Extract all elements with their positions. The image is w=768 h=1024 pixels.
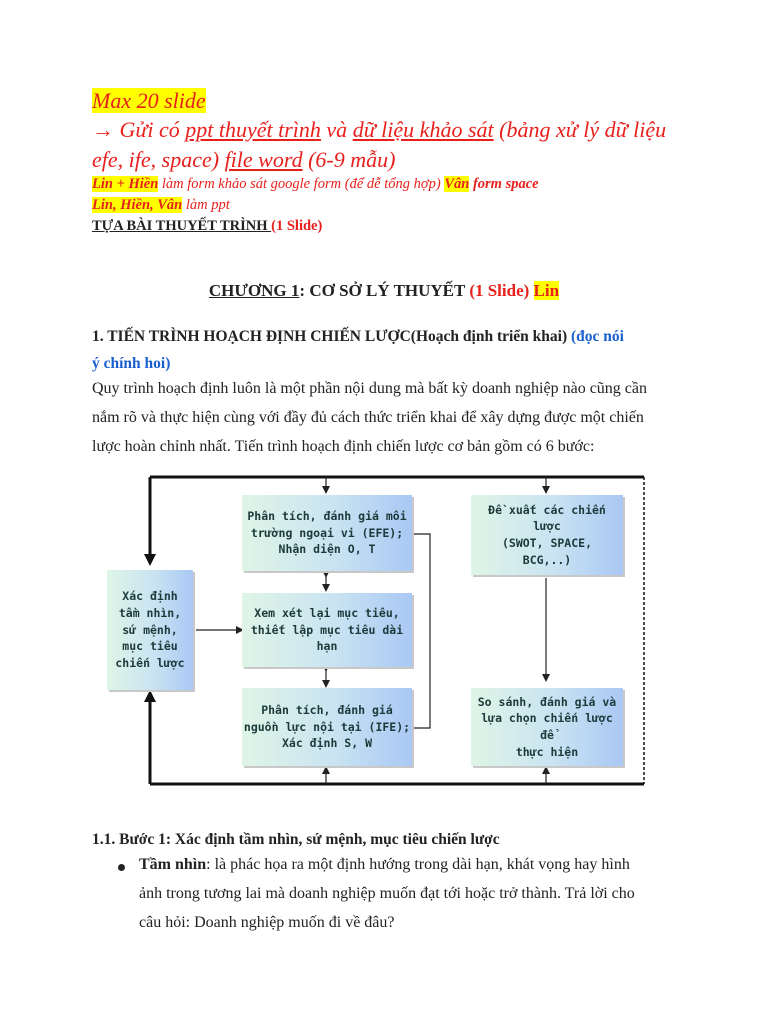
task1-text: làm form khảo sát google form (để dễ tổng hợp) [158,176,445,192]
box4-line2: nguồn lực nội tại (IFE); [243,719,411,734]
box5-line3: BCG,..) [522,552,572,567]
word-link[interactable]: file word [224,147,303,172]
send-line2-a: efe, ife, space) [92,147,225,172]
box1-line3: sứ mệnh, [122,622,178,637]
box-ife-analysis [242,688,412,766]
box1-line4: mục tiêu [122,639,178,654]
planning-process-diagram [104,474,660,792]
vision-line1-text: : là phác họa ra một định hướng trong dài hạn, khát vọng hay hình [206,856,630,873]
task2-names: Lin, Hiền, Vân [92,197,183,213]
task1-note [92,176,539,193]
box2-line1: Phân tích, đánh giá môi [247,508,407,523]
box-vision-mission [107,570,193,690]
box1-line1: Xác định [122,589,178,604]
section1-note-b: ý chính hoi) [92,355,171,372]
box-propose-strategies [471,495,623,575]
send-prefix: → Gửi có [92,117,186,142]
bullet-icon [118,864,125,871]
max-slide-note [92,88,206,114]
ppt-link[interactable]: ppt thuyết trình [185,117,321,142]
presentation-title-slide: (1 Slide) [271,218,323,234]
chapter-owner: Lin [533,281,560,300]
send-suffix: (bảng xử lý dữ liệu [493,117,667,142]
section1-para-line1: Quy trình hoạch định luôn là một phần nội dung mà bất kỳ doanh nghiệp nào cũng cần [92,380,647,397]
box4-line1: Phân tích, đánh giá [261,702,393,717]
max-slide-text: Max 20 slide [92,88,206,113]
task1-name2: Vân [444,176,470,192]
task2-text: làm ppt [182,197,230,213]
survey-link[interactable]: dữ liệu khảo sát [352,117,494,142]
section1-para-line2: nắm rõ và thực hiện cùng với đầy đủ cách thức triển khai để xây dựng được một chiến [92,409,644,426]
and-text: và [320,117,353,142]
vision-term: Tầm nhìn [139,856,207,873]
send-note-line1 [92,117,666,143]
chapter-slide-count: (1 Slide) [469,281,534,300]
box3-line2: thiết lập mục tiêu dài [250,622,404,637]
bracket-efe-ife [414,534,430,728]
box2-line3: Nhận diện O, T [278,542,376,557]
send-note-line2 [92,147,395,173]
box6-line2: lựa chọn chiến lược để [481,711,613,742]
box6-line1: So sánh, đánh giá và [477,694,617,709]
task2-note [92,197,230,214]
box4-line3: Xác định S, W [281,736,372,751]
step1-heading: 1.1. Bước 1: Xác định tầm nhìn, sứ mệnh, mục tiêu chiến lược [92,831,500,848]
box2-line2: trường ngoại vi (EFE); [250,525,404,540]
box5-line2: (SWOT, SPACE, [501,536,592,550]
presentation-title-label: TỰA BÀI THUYẾT TRÌNH [92,218,272,234]
step1-vision-line2: ảnh trong tương lai mà doanh nghiệp muốn đạt tới hoặc trở thành. Trả lời cho [139,885,635,902]
task1-names: Lin + Hiền [92,176,159,192]
step1-vision-line3: câu hỏi: Doanh nghiệp muốn đi về đâu? [139,914,395,931]
send-line2-b: (6-9 mẫu) [302,147,396,172]
chapter-title: : CƠ SỞ LÝ THUYẾT [299,281,470,300]
box6-line3: thực hiện [515,744,579,759]
box-review-goals [242,593,412,667]
section1-heading [92,328,624,346]
box1-line2: tầm nhìn, [118,605,182,620]
step1-vision-line1 [139,856,630,874]
chapter-label: CHƯƠNG 1 [208,281,300,300]
box3-line1: Xem xét lại mục tiêu, [254,605,400,620]
presentation-title-line [92,218,322,235]
box3-line3: hạn [316,639,338,654]
chapter-heading [0,281,768,301]
task1-text2: form space [469,176,539,192]
box5-line1: Đề xuất các chiến lược [488,502,606,534]
box-select-strategy [471,688,623,766]
box-efe-analysis [242,495,412,571]
section1-note-a: (đọc nói [571,328,624,345]
box1-line5: chiến lược [115,656,185,670]
section1-heading-text: 1. TIẾN TRÌNH HOẠCH ĐỊNH CHIẾN LƯỢC(Hoạch định triển khai) [92,328,571,345]
section1-para-line3: lược hoàn chỉnh nhất. Tiến trình hoạch định chiến lược cơ bản gồm có 6 bước: [92,438,595,455]
